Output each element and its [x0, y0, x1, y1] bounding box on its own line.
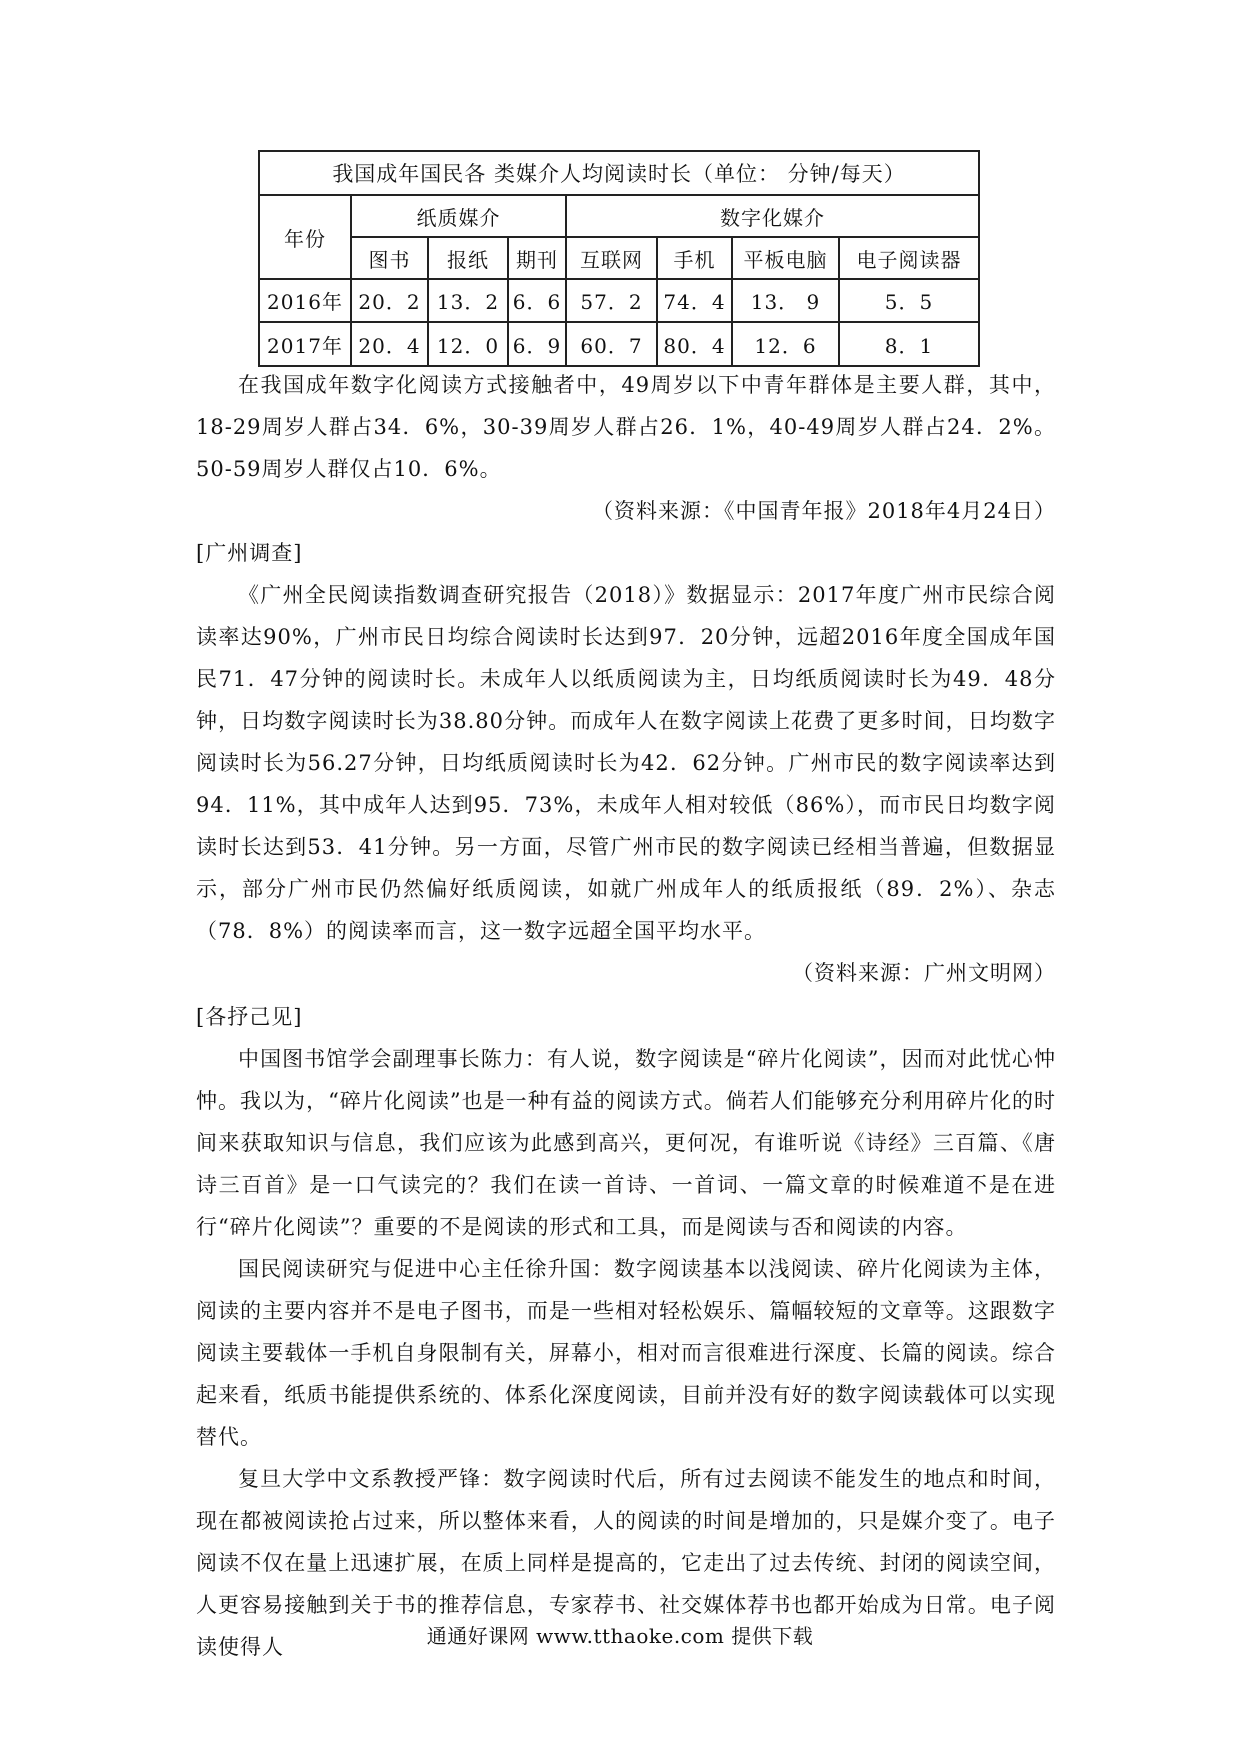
table-cell: 20．2 [351, 279, 428, 322]
digital-media-header: 数字化媒介 [566, 195, 979, 237]
table-cell: 20．4 [351, 322, 428, 366]
column-header: 报纸 [428, 237, 508, 279]
table-cell: 5．5 [839, 279, 979, 322]
age-group-section [196, 364, 1056, 532]
age-group-paragraph: 在我国成年数字化阅读方式接触者中，49周岁以下中青年群体是主要人群，其中，18-29周岁人群占34．6%，30-39周岁人群占26．1%，40-49周岁人群占24．2%。50-59周岁人群仅占10．6%。 [196, 373, 1056, 481]
column-header: 图书 [351, 237, 428, 279]
table-cell: 60．7 [566, 322, 657, 366]
year-header: 年份 [259, 195, 351, 279]
table-cell: 6．9 [508, 322, 566, 366]
table-cell: 74．4 [657, 279, 732, 322]
page-footer: 通通好课网 www.tthaoke.com 提供下载 [426, 1624, 814, 1648]
row-year: 2017年 [259, 322, 351, 366]
opinion-paragraph: 复旦大学中文系教授严锋：数字阅读时代后，所有过去阅读不能发生的地点和时间，现在都被阅读抢占过来，所以整体来看，人的阅读的时间是增加的，只是媒介变了。电子阅读不仅在量上迅速扩展，在质上同样是提高的，它走出了过去传统、封闭的阅读空间，人更容易接触到关于书的推荐信息，专家荐书、社交媒体荐书也都开始成为日常。电子阅读使得人 [196, 1467, 1056, 1659]
paper-media-header: 纸质媒介 [351, 195, 566, 237]
table-cell: 13．2 [428, 279, 508, 322]
table-row [259, 279, 979, 322]
guangzhou-survey-section [196, 532, 1056, 994]
table-row [259, 322, 979, 366]
section-heading: [各抒己见] [196, 1005, 303, 1029]
column-header: 电子阅读器 [839, 237, 979, 279]
table-cell: 8．1 [839, 322, 979, 366]
column-header: 期刊 [508, 237, 566, 279]
source-note: （资料来源：《中国青年报》2018年4月24日） [591, 499, 1056, 523]
column-header: 手机 [657, 237, 732, 279]
table-cell: 12．6 [732, 322, 839, 366]
reading-time-table [258, 150, 980, 367]
table-cell: 13． 9 [732, 279, 839, 322]
opinion-paragraph: 中国图书馆学会副理事长陈力：有人说，数字阅读是“碎片化阅读”，因而对此忧心忡忡。我以为，“碎片化阅读”也是一种有益的阅读方式。倘若人们能够充分利用碎片化的时间来获取知识与信息，我们应该为此感到高兴，更何况，有谁听说《诗经》三百篇、《唐诗三百首》是一口气读完的？我们在读一首诗、一首词、一篇文章的时候难道不是在进行“碎片化阅读”？重要的不是阅读的形式和工具，而是阅读与否和阅读的内容。 [196, 1047, 1056, 1239]
table-caption: 我国成年国民各 类媒介人均阅读时长（单位： 分钟/每天） [259, 151, 979, 195]
source-note: （资料来源：广州文明网） [792, 961, 1056, 985]
table-cell: 6．6 [508, 279, 566, 322]
opinion-paragraph: 国民阅读研究与促进中心主任徐升国：数字阅读基本以浅阅读、碎片化阅读为主体，阅读的主要内容并不是电子图书，而是一些相对轻松娱乐、篇幅较短的文章等。这跟数字阅读主要载体一手机自身限制有关，屏幕小，相对而言很难进行深度、长篇的阅读。综合起来看，纸质书能提供系统的、体系化深度阅读，目前并没有好的数字阅读载体可以实现替代。 [196, 1257, 1056, 1449]
column-header: 平板电脑 [732, 237, 839, 279]
row-year: 2016年 [259, 279, 351, 322]
table-cell: 57．2 [566, 279, 657, 322]
survey-paragraph: 《广州全民阅读指数调查研究报告（2018）》数据显示：2017年度广州市民综合阅读率达90%，广州市民日均综合阅读时长达到97．20分钟，远超2016年度全国成年国民71．47分钟的阅读时长。未成年人以纸质阅读为主，日均纸质阅读时长为49．48分钟，日均数字阅读时长为38.80分钟。而成年人在数字阅读上花费了更多时间，日均数字阅读时长为56.27分钟，日均纸质阅读时长为42．62分钟。广州市民的数字阅读率达到94．11%，其中成年人达到95．73%，未成年人相对较低（86%），而市民日均数字阅读时长达到53．41分钟。另一方面，尽管广州市民的数字阅读已经相当普遍，但数据显示，部分广州市民仍然偏好纸质阅读，如就广州成年人的纸质报纸（89．2%）、杂志（78．8%）的阅读率而言，这一数字远超全国平均水平。 [196, 583, 1056, 943]
table-cell: 12．0 [428, 322, 508, 366]
section-heading: [广州调查] [196, 541, 303, 565]
column-header: 互联网 [566, 237, 657, 279]
table-cell: 80．4 [657, 322, 732, 366]
opinions-section [196, 996, 1056, 1668]
